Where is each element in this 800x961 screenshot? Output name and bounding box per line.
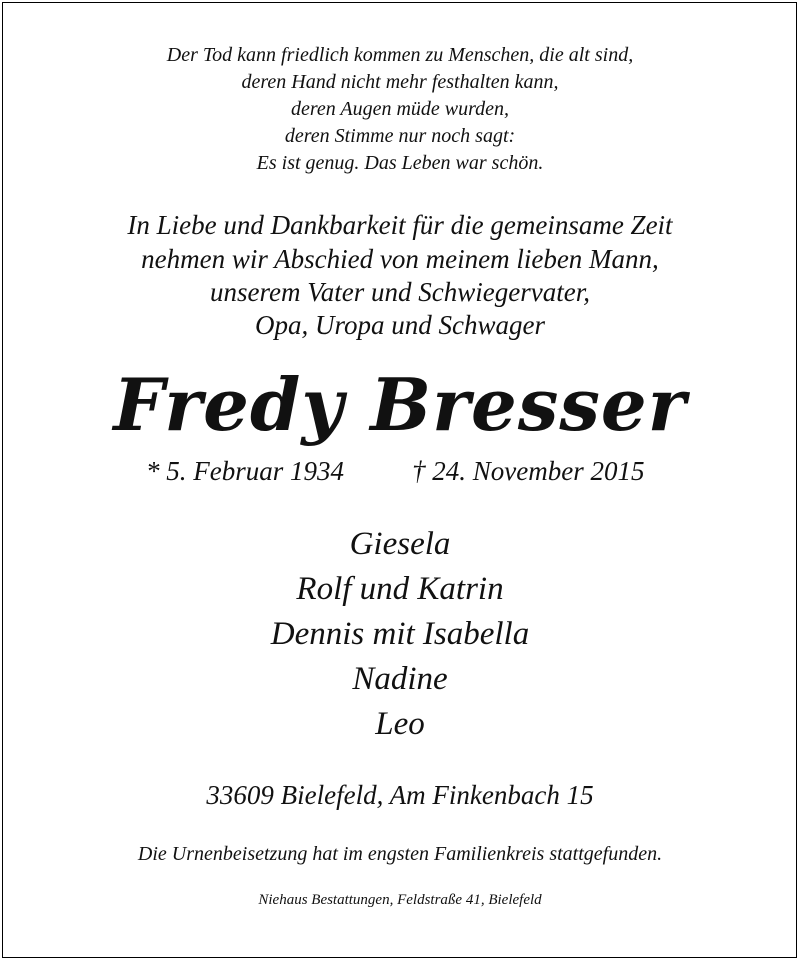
deceased-name: Fredy Bresser xyxy=(113,362,687,447)
poem-line-1: Der Tod kann friedlich kommen zu Menschen, die alt sind, xyxy=(166,44,634,66)
family-member-1: Giesela xyxy=(349,526,451,562)
birth-date: * 5. Februar 1934 xyxy=(146,456,344,486)
intro-line-1: In Liebe und Dankbarkeit für die gemeinsame Zeit xyxy=(127,210,673,240)
family-member-4: Nadine xyxy=(352,661,448,697)
family-member-5: Leo xyxy=(375,706,425,742)
family-member-3: Dennis mit Isabella xyxy=(270,616,530,652)
family-member-2: Rolf und Katrin xyxy=(296,571,504,607)
address: 33609 Bielefeld, Am Finkenbach 15 xyxy=(206,780,594,810)
poem-line-5: Es ist genug. Das Leben war schön. xyxy=(256,152,544,174)
poem-line-4: deren Stimme nur noch sagt: xyxy=(284,125,516,147)
intro-line-2: nehmen wir Abschied von meinem lieben Mann, xyxy=(141,244,659,274)
intro-line-4: Opa, Uropa und Schwager xyxy=(255,310,545,340)
poem-line-2: deren Hand nicht mehr festhalten kann, xyxy=(241,71,559,93)
burial-note: Die Urnenbeisetzung hat im engsten Familienkreis stattgefunden. xyxy=(137,843,663,865)
poem-line-3: deren Augen müde wurden, xyxy=(290,98,510,120)
funeral-home-footer: Niehaus Bestattungen, Feldstraße 41, Bielefeld xyxy=(258,892,542,908)
death-date: † 24. November 2015 xyxy=(412,456,645,486)
intro-line-3: unserem Vater und Schwiegervater, xyxy=(210,277,590,307)
